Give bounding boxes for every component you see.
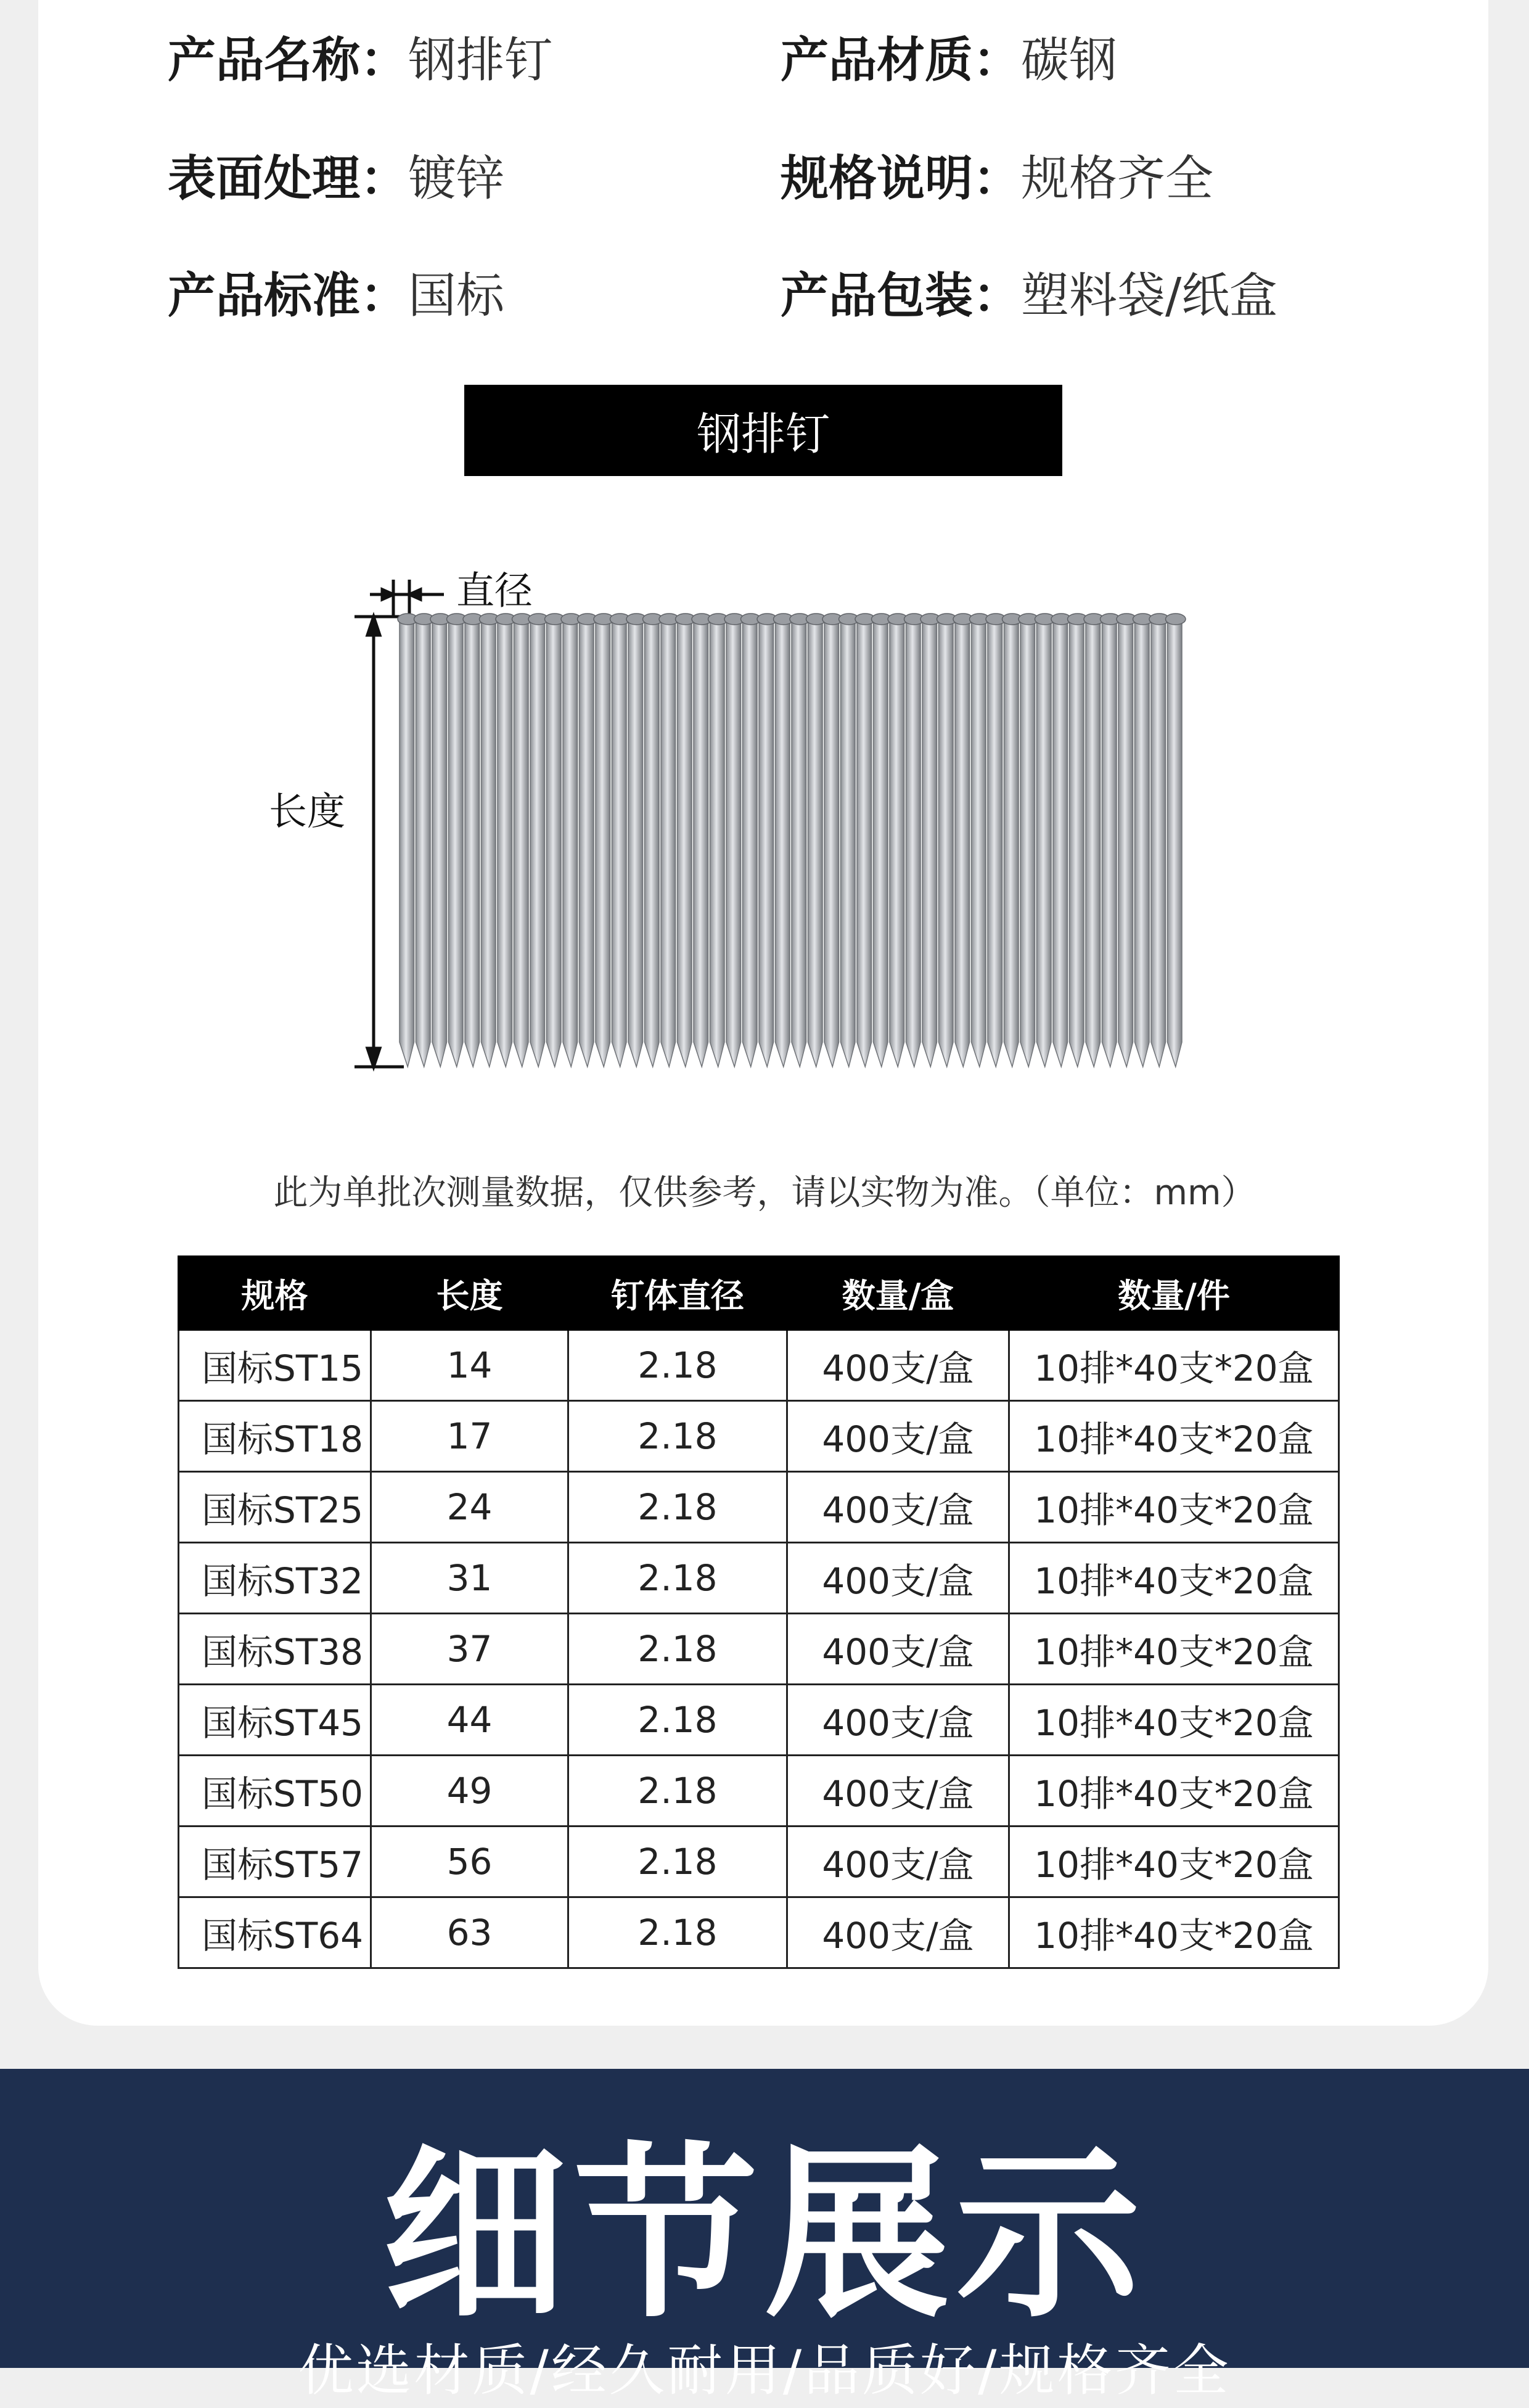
table-cell: 400支/盒 — [787, 1685, 1009, 1756]
nail — [890, 617, 904, 1067]
table-header-row — [179, 1257, 1339, 1330]
nail-head — [1166, 614, 1186, 625]
spec-value: 钢排钉 — [408, 33, 553, 88]
nail — [1151, 617, 1166, 1067]
table-cell: 400支/盒 — [787, 1756, 1009, 1827]
table-cell: 2.18 — [568, 1401, 787, 1472]
nail — [530, 617, 545, 1067]
table-cell: 2.18 — [568, 1685, 787, 1756]
spec-standard — [168, 265, 504, 327]
nail — [857, 617, 872, 1067]
table-row — [179, 1614, 1339, 1685]
table-row — [179, 1685, 1339, 1756]
nail — [563, 617, 578, 1067]
nail — [694, 617, 708, 1067]
table-cell: 10排*40支*20盒 — [1009, 1614, 1339, 1685]
nail — [678, 617, 692, 1067]
table-row — [179, 1401, 1339, 1472]
table-cell: 10排*40支*20盒 — [1009, 1330, 1339, 1401]
nail-group — [398, 614, 1186, 1067]
table-cell: 49 — [371, 1756, 568, 1827]
nail — [645, 617, 660, 1067]
table-cell: 10排*40支*20盒 — [1009, 1897, 1339, 1968]
nail-strip-image — [259, 555, 1221, 1085]
nail — [514, 617, 529, 1067]
table-cell: 国标ST15 — [179, 1330, 371, 1401]
nail — [1168, 617, 1183, 1067]
header-cell: 数量/件 — [1009, 1257, 1339, 1330]
table-cell: 国标ST25 — [179, 1472, 371, 1543]
spec-name — [168, 30, 552, 91]
table-cell: 10排*40支*20盒 — [1009, 1756, 1339, 1827]
table-cell: 400支/盒 — [787, 1614, 1009, 1685]
spec-value: 碳钢 — [1021, 33, 1118, 88]
length-dimension — [355, 617, 404, 1067]
nail — [906, 617, 921, 1067]
nail — [612, 617, 627, 1067]
nail — [988, 617, 1002, 1067]
nail — [596, 617, 610, 1067]
nail — [1135, 617, 1150, 1067]
spec-value: 塑料袋/纸盒 — [1021, 268, 1278, 324]
nail — [1004, 617, 1019, 1067]
nail — [1037, 617, 1052, 1067]
table-cell: 国标ST32 — [179, 1543, 371, 1614]
nail — [432, 617, 447, 1067]
table-row — [179, 1756, 1339, 1827]
spec-table — [178, 1255, 1340, 1969]
nail — [808, 617, 823, 1067]
length-label: 长度 — [269, 789, 346, 834]
table-cell: 24 — [371, 1472, 568, 1543]
diameter-label: 直径 — [456, 568, 533, 613]
table-cell: 10排*40支*20盒 — [1009, 1543, 1339, 1614]
table-cell: 国标ST38 — [179, 1614, 371, 1685]
nail — [759, 617, 774, 1067]
nail — [547, 617, 562, 1067]
detail-section — [0, 2069, 1529, 2403]
nail — [580, 617, 594, 1067]
nail — [1070, 617, 1084, 1067]
nail — [1020, 617, 1035, 1067]
nail — [939, 617, 954, 1067]
table-cell: 2.18 — [568, 1472, 787, 1543]
nail — [743, 617, 758, 1067]
table-cell: 国标ST64 — [179, 1897, 371, 1968]
table-cell: 56 — [371, 1827, 568, 1897]
nail — [955, 617, 970, 1067]
spec-label: 产品材质： — [781, 33, 1022, 88]
table-row — [179, 1897, 1339, 1968]
nail — [792, 617, 806, 1067]
table-cell: 14 — [371, 1330, 568, 1401]
table-cell: 400支/盒 — [787, 1827, 1009, 1897]
table-cell: 国标ST50 — [179, 1756, 371, 1827]
table-cell: 国标ST57 — [179, 1827, 371, 1897]
section-subtitle: 优选材质/经久耐用/品质好/规格齐全 — [298, 2338, 1231, 2403]
table-cell: 44 — [371, 1685, 568, 1756]
nail — [1053, 617, 1068, 1067]
nail — [661, 617, 676, 1067]
spec-label: 产品标准： — [168, 268, 409, 324]
table-cell: 10排*40支*20盒 — [1009, 1401, 1339, 1472]
nail — [726, 617, 741, 1067]
table-row — [179, 1827, 1339, 1897]
nail — [482, 617, 496, 1067]
nail — [400, 617, 414, 1067]
table-cell: 400支/盒 — [787, 1401, 1009, 1472]
spec-value: 镀锌 — [408, 151, 505, 207]
section-title: 细节展示 — [382, 2127, 1147, 2343]
nail — [465, 617, 480, 1067]
nail — [776, 617, 790, 1067]
nail — [874, 617, 888, 1067]
spec-label: 规格说明： — [781, 151, 1022, 207]
table-cell: 400支/盒 — [787, 1330, 1009, 1401]
table-cell: 17 — [371, 1401, 568, 1472]
nail — [710, 617, 725, 1067]
header-cell: 数量/盒 — [787, 1257, 1009, 1330]
table-cell: 2.18 — [568, 1614, 787, 1685]
header-cell: 长度 — [371, 1257, 568, 1330]
nail — [1086, 617, 1101, 1067]
table-cell: 400支/盒 — [787, 1543, 1009, 1614]
table-cell: 国标ST18 — [179, 1401, 371, 1472]
table-cell: 2.18 — [568, 1330, 787, 1401]
table-cell: 63 — [371, 1897, 568, 1968]
nail — [1102, 617, 1117, 1067]
table-cell: 2.18 — [568, 1543, 787, 1614]
header-cell: 钉体直径 — [568, 1257, 787, 1330]
spec-label: 表面处理： — [168, 151, 409, 207]
nail — [824, 617, 839, 1067]
table-cell: 31 — [371, 1543, 568, 1614]
nail — [841, 617, 856, 1067]
nail — [498, 617, 512, 1067]
spec-label: 产品名称： — [168, 33, 409, 88]
spec-material — [781, 30, 1117, 91]
spec-size — [781, 148, 1213, 210]
table-cell: 2.18 — [568, 1756, 787, 1827]
spec-packaging — [781, 265, 1277, 327]
spec-value: 国标 — [408, 268, 505, 324]
table-row — [179, 1330, 1339, 1401]
spec-label: 产品包装： — [781, 268, 1022, 324]
table-cell: 10排*40支*20盒 — [1009, 1685, 1339, 1756]
nail — [922, 617, 937, 1067]
nail — [972, 617, 986, 1067]
diameter-dimension — [370, 580, 444, 617]
spec-surface — [168, 148, 504, 210]
header-cell: 规格 — [179, 1257, 371, 1330]
nail — [628, 617, 643, 1067]
table-cell: 2.18 — [568, 1827, 787, 1897]
table-cell: 2.18 — [568, 1897, 787, 1968]
product-banner: 钢排钉 — [464, 385, 1062, 476]
spec-value: 规格齐全 — [1021, 151, 1214, 207]
nail — [1118, 617, 1133, 1067]
measurement-note: 此为单批次测量数据，仅供参考，请以实物为准。（单位：mm） — [273, 1173, 1256, 1213]
nail — [416, 617, 431, 1067]
nail — [449, 617, 464, 1067]
table-cell: 国标ST45 — [179, 1685, 371, 1756]
table-row — [179, 1472, 1339, 1543]
table-cell: 37 — [371, 1614, 568, 1685]
table-cell: 10排*40支*20盒 — [1009, 1827, 1339, 1897]
table-cell: 400支/盒 — [787, 1897, 1009, 1968]
table-cell: 10排*40支*20盒 — [1009, 1472, 1339, 1543]
table-cell: 400支/盒 — [787, 1472, 1009, 1543]
table-row — [179, 1543, 1339, 1614]
